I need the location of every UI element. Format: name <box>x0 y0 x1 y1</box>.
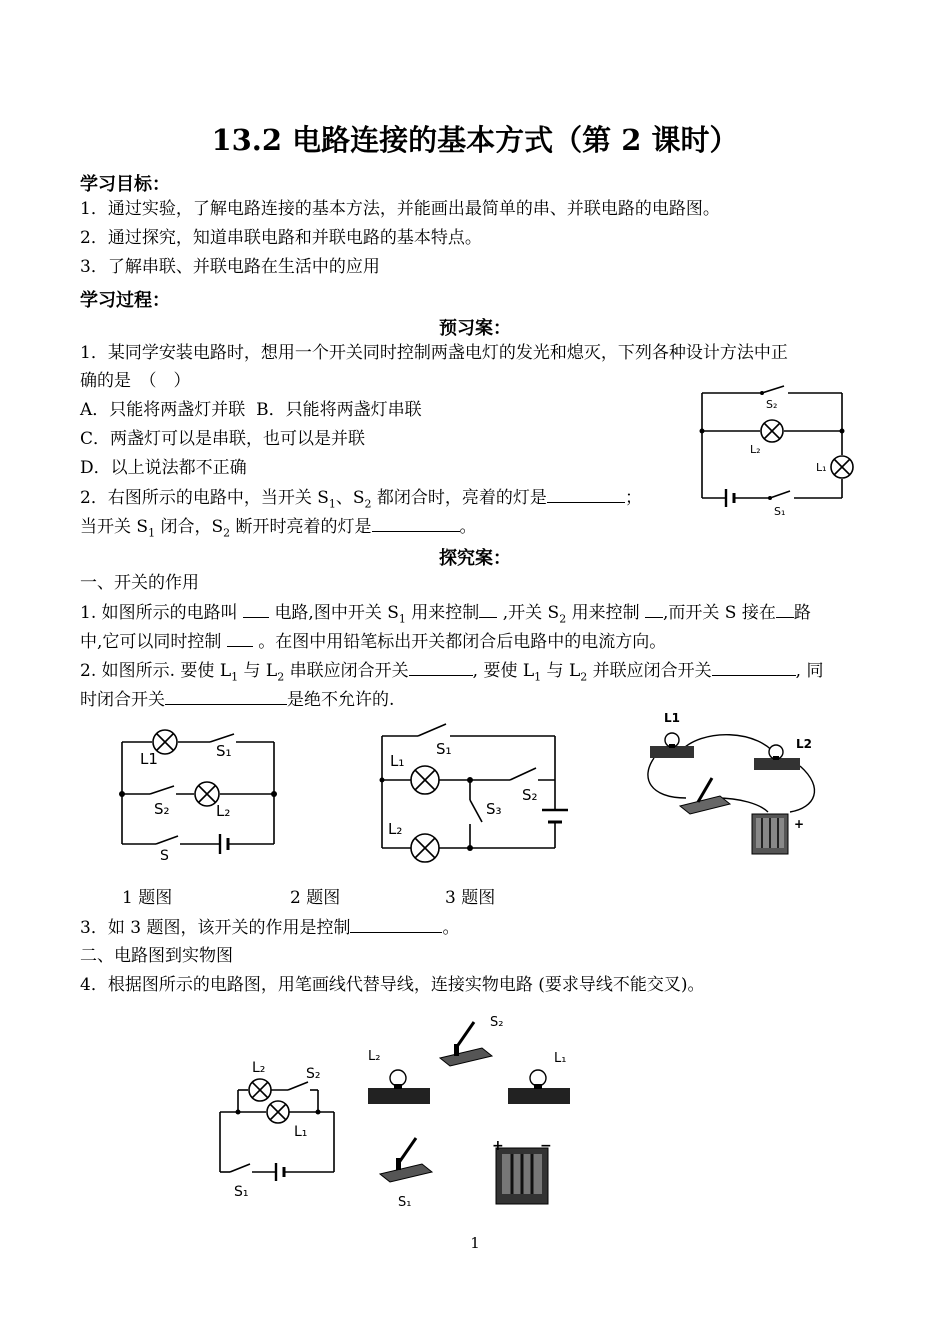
answer-blank[interactable] <box>479 602 497 618</box>
preview-q1-line2: 确的是 （ ） <box>80 371 191 391</box>
preview-heading: 预习案： <box>439 318 511 339</box>
answer-blank[interactable] <box>372 516 460 532</box>
preview-q1-line1: 1．某同学安装电路时，想用一个开关同时控制两盏电灯的发光和熄灭，下列各种设计方法中正 <box>80 343 788 363</box>
label-l: L1 <box>140 750 158 768</box>
label-plus: + <box>492 1138 504 1154</box>
label-l2: L2 <box>796 737 812 751</box>
q4-circuit-diagram <box>208 1052 348 1204</box>
explore-section-2: 二、电路图到实物图 <box>80 946 233 966</box>
label-l1: L₁ <box>390 752 405 770</box>
lamp-holder-l2-icon <box>368 1070 430 1104</box>
label-plus: + <box>794 817 805 831</box>
label-s1: S₁ <box>774 505 786 518</box>
answer-blank[interactable] <box>227 631 253 647</box>
option-b: B．只能将两盏灯串联 <box>256 400 422 420</box>
label-l1: L₁ <box>816 461 827 474</box>
label-l2: L₂ <box>750 443 761 456</box>
label-s2: S₂ <box>766 398 778 411</box>
battery-icon <box>496 1148 548 1204</box>
battery-icon <box>752 814 788 854</box>
label-l2: L₂ <box>252 1060 266 1076</box>
option-a: A．只能将两盏灯并联 B．只能将两盏灯串联 <box>80 400 422 420</box>
goal-item-3: 3．了解串联、并联电路在生活中的应用 <box>80 257 380 277</box>
option-d: D．以上说法都不正确 <box>80 458 247 478</box>
label-minus: − <box>540 1138 552 1154</box>
label-l1: L₁ <box>294 1124 308 1140</box>
explore-section-1: 一、开关的作用 <box>80 573 199 593</box>
figure-1-circuit <box>110 722 290 862</box>
label-s2: S₂ <box>490 1015 504 1030</box>
answer-blank[interactable] <box>243 602 269 618</box>
label-s: S <box>160 848 169 862</box>
label-s3: S₃ <box>486 800 502 818</box>
answer-blank[interactable] <box>547 487 625 503</box>
caption-fig-3: 3 题图 <box>445 888 496 908</box>
figure-3-physical-circuit <box>640 708 830 860</box>
lamp-holder-l2-icon <box>754 745 800 770</box>
switch-s2-icon <box>440 1022 492 1066</box>
explore-q1-line2: 中,它可以同时控制 。在图中用铅笔标出开关都闭合后电路中的电流方向。 <box>80 632 667 652</box>
explore-q1-line1: 1. 如图所示的电路叫 电路,图中开关 $S_1$ 用来控制 ,开关 $S_2$ 用来控制 ,而开关 S 接在 路 <box>80 603 811 626</box>
switch-s1-icon <box>380 1138 432 1182</box>
preview-q2-line1: 2．右图所示的电路中，当开关 $S_1$、$S_2$ 都闭合时，亮着的灯是 ； <box>80 488 642 511</box>
answer-blank[interactable] <box>165 689 287 705</box>
answer-blank[interactable] <box>409 660 473 676</box>
label-l1: L1 <box>664 711 680 725</box>
preview-q2-line2: 当开关 $S_1$ 闭合，$S_2$ 断开时亮着的灯是 。 <box>80 517 477 540</box>
goal-item-2: 2．通过探究，知道串联电路和并联电路的基本特点。 <box>80 228 482 248</box>
caption-fig-1: 1 题图 <box>122 888 173 908</box>
label-l2: L₂ <box>368 1049 381 1064</box>
label-l1: L₁ <box>554 1051 567 1066</box>
label-s2: S₂ <box>522 786 538 804</box>
label-s1: S₁ <box>234 1184 249 1200</box>
lamp-holder-l1-icon <box>508 1070 570 1104</box>
answer-blank[interactable] <box>776 602 794 618</box>
page-title: 13.2 电路连接的基本方式（第 2 课时） <box>211 123 739 157</box>
explore-heading: 探究案： <box>439 548 511 569</box>
label-s1: S₁ <box>216 742 232 760</box>
label-l2: L₂ <box>388 820 403 838</box>
label-l2: L₂ <box>216 802 231 820</box>
label-s2: S₂ <box>154 800 170 818</box>
label-s2: S₂ <box>306 1066 321 1082</box>
preview-circuit-diagram <box>690 383 860 523</box>
figure-2-circuit <box>370 714 570 864</box>
answer-blank[interactable] <box>350 917 442 933</box>
label-s1: S₁ <box>398 1195 412 1210</box>
page-number: 1 <box>470 1234 480 1252</box>
q4-physical-components[interactable] <box>358 1008 588 1218</box>
process-heading: 学习过程： <box>80 290 170 311</box>
goal-item-1: 1．通过实验，了解电路连接的基本方法，并能画出最简单的串、并联电路的电路图。 <box>80 199 720 219</box>
explore-q2-line1: 2. 如图所示. 要使 $L_1$ 与 $L_2$ 串联应闭合开关 , 要使 $L_1$ 与 $L_2$ 并联应闭合开关 , 同 <box>80 661 824 684</box>
explore-q3: 3．如 3 题图，该开关的作用是控制 。 <box>80 918 460 938</box>
answer-blank[interactable] <box>712 660 796 676</box>
label-s1: S₁ <box>436 740 452 758</box>
knife-switch-icon <box>680 778 730 814</box>
caption-fig-2: 2 题图 <box>290 888 341 908</box>
answer-blank[interactable] <box>645 602 663 618</box>
explore-q4: 4．根据图所示的电路图，用笔画线代替导线，连接实物电路 (要求导线不能交叉)。 <box>80 975 705 995</box>
option-c: C．两盏灯可以是串联，也可以是并联 <box>80 429 366 449</box>
goals-heading: 学习目标： <box>80 174 170 195</box>
explore-q2-line2: 时闭合开关 是绝不允许的. <box>80 690 395 710</box>
